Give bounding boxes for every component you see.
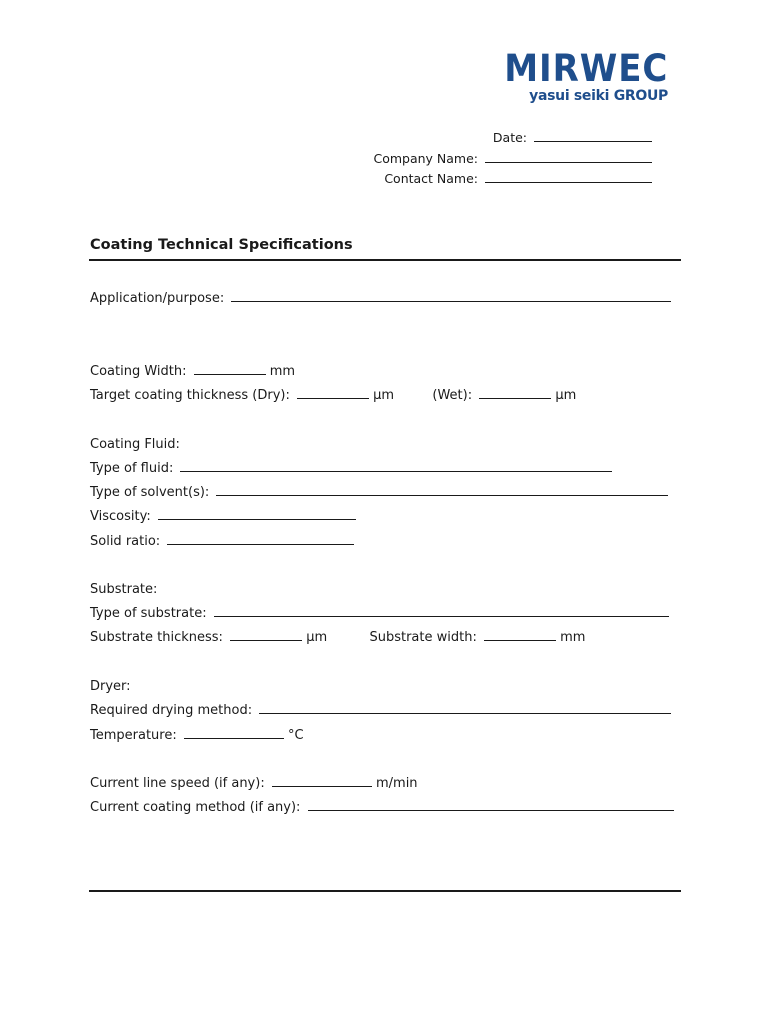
date-label: Date: <box>492 130 528 145</box>
contact-field[interactable] <box>485 170 652 183</box>
drying-method-field[interactable] <box>259 702 671 714</box>
temperature-label: Temperature: <box>90 728 177 743</box>
line-speed-unit: m/min <box>375 776 418 791</box>
substrate-dimensions-row <box>90 629 585 647</box>
solid-ratio-row <box>90 533 354 551</box>
coating-width-field[interactable] <box>194 363 266 375</box>
viscosity-row <box>90 508 356 526</box>
solvent-type-label: Type of solvent(s): <box>90 485 210 500</box>
coating-fluid-heading: Coating Fluid: <box>90 437 180 452</box>
logo-group: yasui seiki GROUP <box>529 88 668 104</box>
application-row <box>90 290 671 308</box>
target-dry-unit: μm <box>373 388 395 403</box>
coating-width-row <box>90 363 295 381</box>
coating-method-field[interactable] <box>308 799 674 811</box>
substrate-width-label: Substrate width: <box>369 630 477 645</box>
coating-method-label: Current coating method (if any): <box>90 800 301 815</box>
fluid-type-field[interactable] <box>180 460 612 472</box>
date-line <box>373 128 652 149</box>
substrate-type-row <box>90 605 669 623</box>
target-dry-label: Target coating thickness (Dry): <box>90 388 290 403</box>
solid-ratio-label: Solid ratio: <box>90 534 161 549</box>
coating-width-label: Coating Width: <box>90 364 187 379</box>
target-wet-label: (Wet): <box>432 388 473 403</box>
contact-label: Contact Name: <box>384 171 479 186</box>
substrate-heading: Substrate: <box>90 582 158 597</box>
application-label: Application/purpose: <box>90 291 225 306</box>
drying-method-row <box>90 702 671 720</box>
fluid-type-label: Type of fluid: <box>90 461 174 476</box>
line-speed-row <box>90 775 418 793</box>
coating-width-unit: mm <box>269 364 296 379</box>
substrate-type-field[interactable] <box>214 605 669 617</box>
target-wet-unit: μm <box>555 388 577 403</box>
logo-brand: MIRWEC <box>503 47 668 90</box>
date-field[interactable] <box>534 129 652 142</box>
viscosity-field[interactable] <box>158 508 356 520</box>
contact-line <box>373 169 652 190</box>
company-label: Company Name: <box>373 150 479 166</box>
temperature-row <box>90 727 304 745</box>
coating-method-row <box>90 799 674 817</box>
substrate-thickness-field[interactable] <box>230 629 302 641</box>
company-line <box>373 149 652 170</box>
fluid-type-row <box>90 460 612 478</box>
viscosity-label: Viscosity: <box>90 509 151 524</box>
application-field[interactable] <box>231 290 671 302</box>
substrate-type-label: Type of substrate: <box>90 606 207 621</box>
solvent-type-field[interactable] <box>216 484 668 496</box>
substrate-thickness-label: Substrate thickness: <box>90 630 223 645</box>
bottom-divider <box>89 890 681 892</box>
title-divider <box>89 259 681 261</box>
form-title: Coating Technical Specifications <box>90 237 353 253</box>
substrate-width-unit: mm <box>560 630 586 645</box>
target-wet-field[interactable] <box>479 387 551 399</box>
target-dry-field[interactable] <box>297 387 369 399</box>
solid-ratio-field[interactable] <box>167 533 354 545</box>
solvent-type-row <box>90 484 668 502</box>
substrate-thickness-unit: μm <box>306 630 328 645</box>
company-field[interactable] <box>485 150 652 163</box>
substrate-width-field[interactable] <box>484 629 556 641</box>
target-thickness-row <box>90 387 576 405</box>
line-speed-field[interactable] <box>272 775 372 787</box>
line-speed-label: Current line speed (if any): <box>90 776 265 791</box>
temperature-field[interactable] <box>184 727 284 739</box>
dryer-heading: Dryer: <box>90 679 131 694</box>
drying-method-label: Required drying method: <box>90 703 253 718</box>
temperature-unit: °C <box>288 728 304 743</box>
company-logo <box>490 47 668 104</box>
header-info <box>373 128 652 190</box>
